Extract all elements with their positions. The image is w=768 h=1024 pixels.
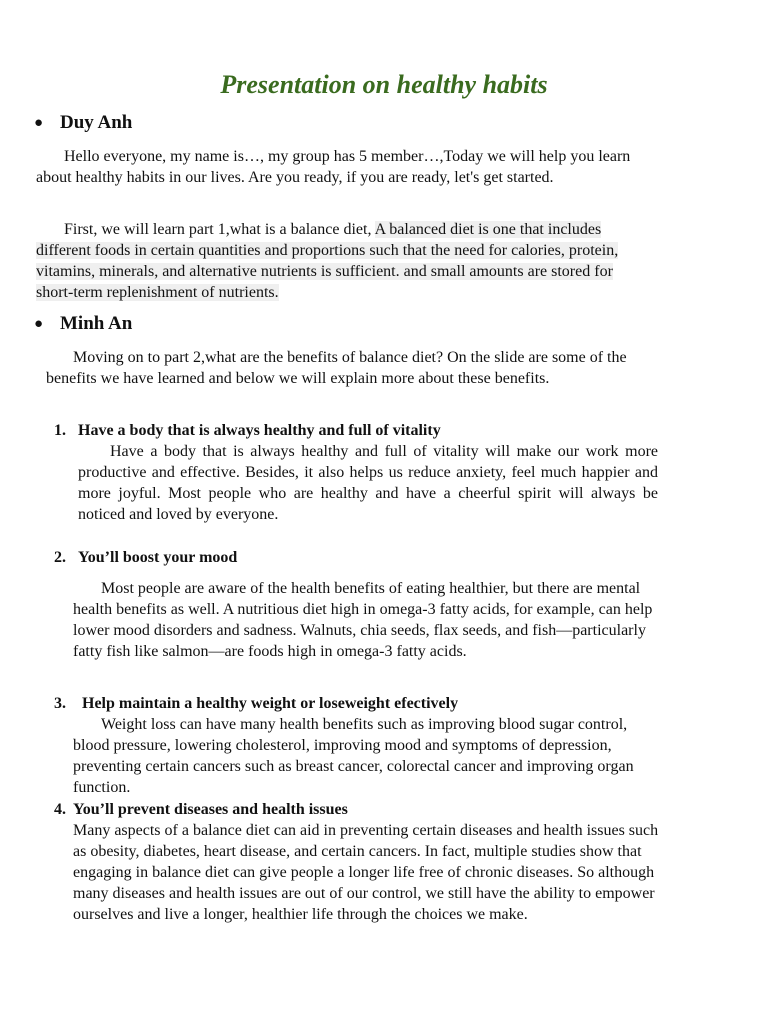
document-title: Presentation on healthy habits [220, 70, 548, 99]
benefit-title: Help maintain a healthy weight or loseweight efectively [82, 695, 459, 712]
bullet-icon: ● [34, 115, 44, 131]
benefit-heading-2 [54, 547, 237, 568]
list-number: 3. [54, 695, 66, 712]
speaker-name-minh-an: Minh An [60, 313, 133, 334]
benefit-title: You’ll prevent diseases and health issues [73, 801, 348, 818]
benefit-title: Have a body that is always healthy and full of vitality [78, 422, 441, 439]
intro-text: Hello everyone, my name is…, my group has 5 member…,Today we will help you learn about healthy habits in our lives. Are you ready, if you are ready, let's get started. [36, 148, 631, 186]
benefit-title: You’ll boost your mood [78, 549, 238, 566]
benefits-intro-paragraph [46, 347, 662, 389]
benefit-heading-3 [54, 693, 458, 714]
benefit-text: Weight loss can have many health benefits such as improving blood sugar control, blood pressure, lowering cholesterol, improving mood and symptoms of depression, preventing certain cancers such as breast cancer, colorectal cancer and improving organ function. [73, 716, 634, 796]
benefit-body-4 [73, 820, 663, 925]
speaker-name-duy-anh: Duy Anh [60, 112, 133, 133]
balanced-diet-paragraph [36, 219, 654, 303]
part1-intro-text: First, we will learn part 1,what is a balance diet, [64, 221, 372, 238]
list-number: 1. [54, 422, 66, 439]
benefit-heading-1 [54, 420, 441, 441]
bullet-icon: ● [34, 316, 44, 332]
benefit-text: Have a body that is always healthy and full of vitality will make our work more productive and effective. Besides, it also helps us reduce anxiety, feel much happier and more joyful. Most people who are healthy and have a cheerful spirit will always be noticed and loved by everyone. [78, 443, 658, 523]
benefit-body-2 [73, 578, 663, 662]
list-number: 2. [54, 549, 66, 566]
benefit-text: Most people are aware of the health benefits of eating healthier, but there are mental health benefits as well. A nutritious diet high in omega-3 fatty acids, for example, can help lower mood disorders and sadness. Walnuts, chia seeds, flax seeds, and fish—particularly fatty fish like salmon—are foods high in omega-3 fatty acids. [73, 580, 653, 660]
balanced-diet-definition: A balanced diet is one that includes different foods in certain quantities and proportions such that the need for calories, protein, vitamins, minerals, and alternative nutrients is sufficient. and small amounts are stored for short-term replenishment of nutrients. [36, 221, 619, 301]
benefit-body-1 [78, 441, 658, 525]
list-number: 4. [54, 801, 66, 818]
benefit-heading-4 [54, 799, 348, 820]
benefits-intro-text: Moving on to part 2,what are the benefits of balance diet? On the slide are some of the benefits we have learned and below we will explain more about these benefits. [46, 349, 627, 387]
benefit-body-3 [73, 714, 663, 798]
benefit-text: Many aspects of a balance diet can aid in preventing certain diseases and health issues such as obesity, diabetes, heart disease, and certain cancers. In fact, multiple studies show that engaging in balance diet can give people a longer life free of chronic diseases. So although many diseases and health issues are out of our control, we still have the ability to empower ourselves and live a longer, healthier life through the choices we make. [73, 822, 659, 923]
intro-paragraph [36, 146, 648, 188]
